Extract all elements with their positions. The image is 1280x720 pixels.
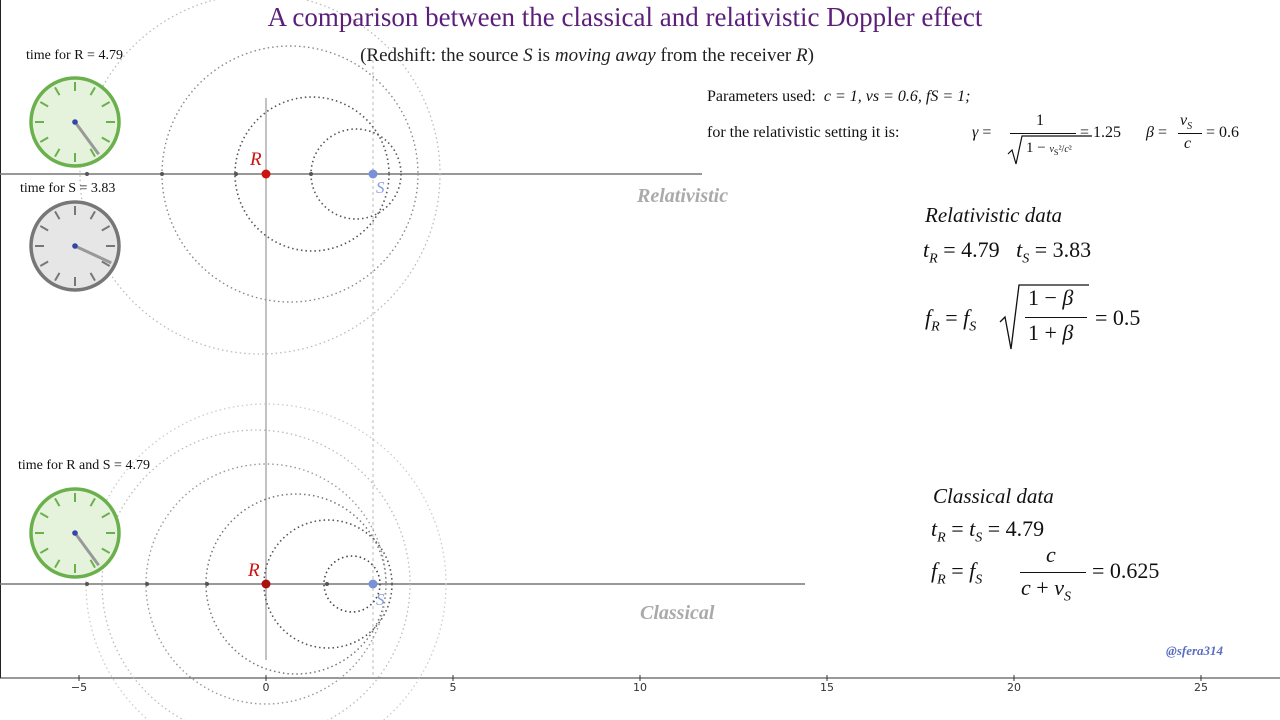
relativistic-source-label: S (376, 178, 385, 197)
x-axis-tick-label: −5 (70, 681, 88, 694)
clock-r-label: time for R = 4.79 (26, 48, 123, 63)
classical-source-point[interactable] (369, 580, 378, 589)
clock-receiver-relativistic (31, 78, 119, 166)
clock-classical (31, 489, 119, 577)
page-title: A comparison between the classical and relativistic Doppler effect (267, 2, 983, 32)
relativistic-fr-number: 0.5 (1112, 305, 1141, 330)
relativistic-receiver-point[interactable] (262, 170, 271, 179)
parameters-line-1 (707, 88, 970, 106)
classical-mark (205, 582, 209, 586)
classical-fr-denominator: $c + v_S$ (1021, 575, 1071, 605)
parameters-line-2 (707, 124, 899, 142)
classical-fr-value: = 0.625 (1092, 558, 1160, 583)
beta-value: = 0.6 (1206, 124, 1240, 141)
relativistic-mark (234, 172, 238, 176)
clock-s-label: time for S = 3.83 (20, 181, 116, 196)
relativistic-mark (85, 172, 89, 176)
subtitle (0, 45, 1174, 67)
credit: @sfera314 (1166, 643, 1224, 658)
subtitle-emphasis: moving away (554, 45, 656, 66)
classical-receiver-point[interactable] (262, 580, 271, 589)
classical-receiver-label: R (248, 560, 260, 581)
classical-fr-lhs: $f_R = f_S$ (931, 558, 983, 588)
classical-label: Classical (640, 602, 715, 624)
gamma-value: = 1.25 (1080, 124, 1122, 141)
gamma-numerator: 1 (1036, 112, 1044, 129)
classical-t-value: 4.79 (1005, 516, 1045, 541)
classical-times: $t_R = t_S = 4.79$ (931, 516, 1045, 546)
subtitle-s: S (523, 45, 533, 66)
clock-classical-pivot (72, 530, 78, 536)
gamma-fraction-bar (1010, 133, 1076, 134)
x-axis-tick-label: 15 (820, 681, 834, 694)
relativistic-tr-value: 4.79 (961, 237, 1000, 262)
x-axis-tick-label: 5 (449, 681, 457, 694)
classical-data-heading: Classical data (933, 484, 1054, 508)
subtitle-r: R (795, 45, 808, 66)
classical-fr-number: 0.625 (1109, 558, 1160, 583)
clock-receiver-relativistic-pivot (72, 119, 78, 125)
classical-mark (325, 582, 329, 586)
relativistic-label: Relativistic (637, 185, 729, 207)
fr-sqrt-numerator: 1 − β (1028, 285, 1074, 310)
clock-source-relativistic (31, 202, 119, 290)
classical-mark (145, 582, 149, 586)
subtitle-text: (Redshift: the source (360, 45, 524, 66)
clock-source-relativistic-pivot (72, 243, 78, 249)
classical-source-label: S (376, 590, 385, 609)
beta-numerator: $v_S$ (1180, 112, 1193, 133)
parameters-prefix-2: for the relativistic setting it is: (707, 124, 900, 141)
parameters-values: c = 1, vs = 0.6, fS = 1; (823, 88, 971, 105)
beta-symbol: β = (1146, 124, 1167, 141)
relativistic-times: $t_R = 4.79$ $t_S = 3.83$ (923, 237, 1092, 267)
relativistic-data-heading: Relativistic data (925, 203, 1063, 227)
relativistic-fr-value: = 0.5 (1095, 305, 1141, 330)
relativistic-receiver-label: R (250, 149, 262, 170)
relativistic-fr-lhs: $f_R = f_S$ (925, 305, 977, 335)
gamma-denominator: $1 - v_S^2/c^2$ (1026, 140, 1072, 157)
subtitle-text: is (532, 45, 555, 66)
fr-sqrt-denominator: 1 + β (1028, 320, 1074, 345)
classical-fraction-bar (1020, 572, 1086, 573)
classical-fr-numerator: c (1046, 542, 1056, 567)
beta-denominator: c (1184, 135, 1192, 152)
beta-fraction-bar (1178, 133, 1202, 134)
classical-mark (85, 582, 89, 586)
x-axis-tick-label: 0 (262, 681, 270, 694)
x-axis-tick-label: 25 (1194, 681, 1208, 694)
x-axis-tick-label: 20 (1007, 681, 1021, 694)
relativistic-ts-value: 3.83 (1052, 237, 1092, 262)
x-axis-tick-label: 10 (633, 681, 647, 694)
relativistic-mark (309, 172, 313, 176)
relativistic-mark (160, 172, 164, 176)
fr-fraction-bar (1025, 317, 1087, 318)
clock-classical-label: time for R and S = 4.79 (18, 458, 150, 473)
parameters-prefix: Parameters used: (707, 88, 816, 105)
clocks (31, 78, 119, 577)
subtitle-text: from the receiver (655, 45, 796, 66)
subtitle-text: ) (807, 45, 814, 66)
gamma-formula: γ = (972, 124, 992, 141)
